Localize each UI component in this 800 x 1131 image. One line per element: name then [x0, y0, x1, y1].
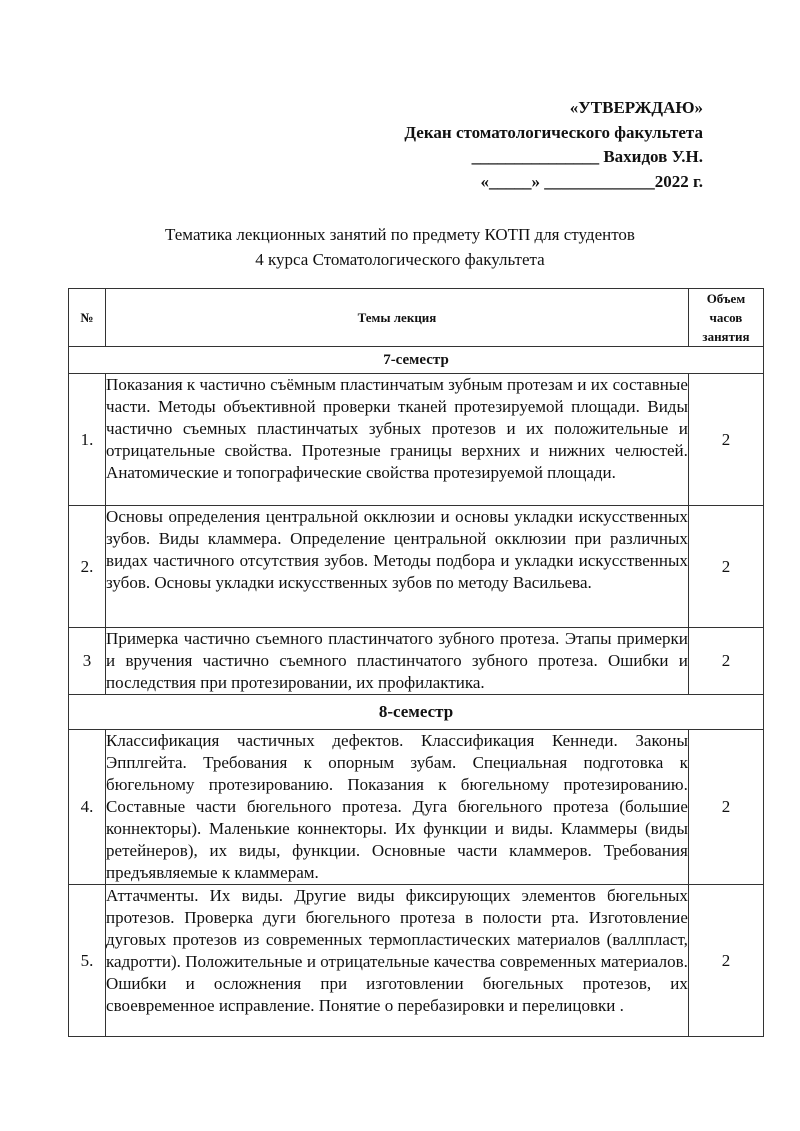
- approval-block: [404, 96, 703, 194]
- row-topic: Аттачменты. Их виды. Другие виды фиксирующих элементов бюгельных протезов. Проверка дуги бюгельного протеза в полости рта. Изготовление дуговых протезов из современных термопластических материалов (валлпласт, кадротти). Положительные и отрицательные качества современных материалов. Ошибки и осложнения при изготовлении бюгельных протезов, их своевременное исправление. Понятие о перебазировки и перелицовки .: [106, 885, 689, 1037]
- row-hours: 2: [688, 628, 763, 695]
- table-row: [69, 885, 764, 1037]
- header-hours-line2: часов: [709, 310, 743, 325]
- table-row: [69, 628, 764, 695]
- approval-stamp: «УТВЕРЖДАЮ»: [569, 98, 703, 117]
- row-hours: 2: [688, 374, 763, 506]
- row-number: 2.: [69, 506, 106, 628]
- row-number: 4.: [69, 730, 106, 885]
- row-topic: Классификация частичных дефектов. Классификация Кеннеди. Законы Эпплгейта. Требования к опорным зубам. Специальная подготовка к бюгельному протезированию. Показания к бюгельному протезированию. Составные части бюгельного протеза. Дуга бюгельного протеза (большие коннекторы). Маленькие коннекторы. Их функции и виды. Кламмеры (виды ретейнеров), их виды, функции. Основные части кламмеров. Требования предъявляемые к кламмерам.: [106, 730, 689, 885]
- lecture-topics-table: [68, 288, 764, 1037]
- table-row: [69, 506, 764, 628]
- table-header-row: [69, 289, 764, 347]
- header-hours-line1: Объем: [706, 291, 746, 306]
- document-title: [0, 222, 800, 272]
- row-hours: 2: [688, 885, 763, 1037]
- approval-signature-line: _______________ Вахидов У.Н.: [471, 147, 703, 166]
- document-title-line1: Тематика лекционных занятий по предмету КОТП для студентов: [165, 225, 635, 244]
- row-hours: 2: [688, 506, 763, 628]
- approval-dean-title: Декан стоматологического факультета: [404, 122, 703, 142]
- row-hours: 2: [688, 730, 763, 885]
- row-topic: Основы определения центральной окклюзии и основы укладки искусственных зубов. Виды кламмера. Определение центральной окклюзии при различных видах частичного отсутствия зубов. Методы подбора и укладки искусственных зубов. Основы укладки искусственных зубов по методу Васильева.: [106, 506, 689, 628]
- row-number: 3: [69, 628, 106, 695]
- document-title-line2: 4 курса Стоматологического факультета: [255, 250, 545, 269]
- row-number: 5.: [69, 885, 106, 1037]
- table-row: [69, 374, 764, 506]
- semester-row: [69, 347, 764, 374]
- table-row: [69, 730, 764, 885]
- row-number: 1.: [69, 374, 106, 506]
- header-topic: Темы лекция: [106, 289, 689, 347]
- semester-row: [69, 695, 764, 730]
- approval-date-line: «_____» _____________2022 г.: [480, 171, 703, 191]
- header-hours-line3: занятия: [702, 329, 750, 344]
- row-topic: Показания к частично съёмным пластинчатым зубным протезам и их составные части. Методы объективной проверки тканей протезируемой площади. Виды частично съемных пластинчатых зубных протезов и их положительные и отрицательные свойства. Протезные границы верхних и нижних челюстей. Анатомические и топографические свойства протезируемой площади.: [106, 374, 689, 506]
- row-topic: Примерка частично съемного пластинчатого зубного протеза. Этапы примерки и вручения частично съемного пластинчатого зубного протеза. Ошибки и последствия при протезировании, их профилактика.: [106, 628, 689, 695]
- semester-7-label: 7-семестр: [69, 347, 764, 374]
- semester-8-label: 8-семестр: [69, 695, 764, 730]
- header-number: №: [69, 289, 106, 347]
- header-hours: [688, 289, 763, 347]
